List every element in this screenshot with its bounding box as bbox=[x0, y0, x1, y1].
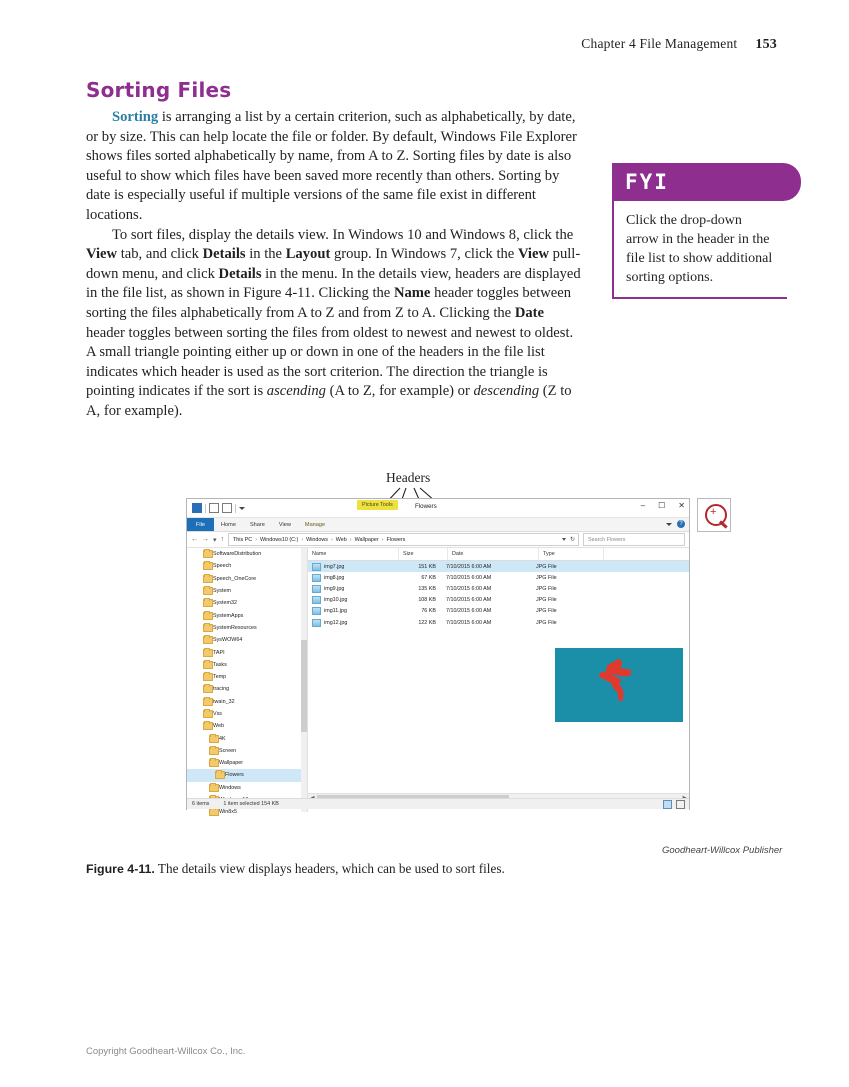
tab-share[interactable]: Share bbox=[249, 521, 265, 528]
tree-item-label: Win8x5 bbox=[219, 809, 237, 816]
table-row[interactable] bbox=[308, 583, 689, 594]
breadcrumb-item-windows[interactable]: Windows bbox=[306, 536, 328, 543]
tree-item-label: Speech bbox=[213, 563, 232, 570]
p2-f: pull-down menu, and click bbox=[86, 246, 581, 282]
preview-pane bbox=[555, 648, 683, 722]
paragraph-1-text: is arranging a list by a certain criterion, such as alphabetically, by date, or by size. This can help locate the file or folder. By default, Windows File Explorer shows files sorted alphabetically by name, from A to Z. Sorting files by date is also useful to show which files have been saved more recently than others. Sorting by date is especially useful if multiple versions of the same file exist in different locations. bbox=[86, 109, 577, 223]
key-term-sorting: Sorting bbox=[112, 109, 159, 125]
tree-item[interactable] bbox=[187, 708, 307, 720]
column-header-type[interactable]: Type bbox=[539, 548, 604, 560]
figure-credit: Goodheart-Willcox Publisher bbox=[662, 845, 783, 856]
tree-item-label: Flowers bbox=[225, 772, 244, 779]
file-name-label: img12.jpg bbox=[324, 619, 348, 626]
tree-item-label: SysWOW64 bbox=[213, 637, 243, 644]
file-date-cell: 7/10/2015 6:00 AM bbox=[446, 619, 492, 626]
paragraph-1 bbox=[86, 108, 585, 226]
refresh-icon[interactable]: ↻ bbox=[569, 537, 575, 543]
file-name-cell[interactable] bbox=[308, 596, 398, 604]
figure-caption-text: The details view displays headers, which can be used to sort files. bbox=[154, 861, 505, 876]
quick-access-toolbar[interactable] bbox=[187, 503, 245, 513]
breadcrumb-separator: › bbox=[301, 536, 304, 543]
tree-item-label: Speech_OneCore bbox=[213, 575, 257, 582]
tree-item-label: Wallpaper bbox=[219, 760, 244, 767]
folder-icon bbox=[209, 759, 219, 767]
folder-icon bbox=[203, 673, 213, 681]
magnifier-badge bbox=[697, 498, 731, 532]
file-type-cell: JPG File bbox=[536, 574, 557, 581]
image-file-icon bbox=[312, 607, 321, 615]
p2-d: in the bbox=[245, 246, 286, 263]
p2-a: To sort files, display the details view. In Windows 10 and Windows 8, click the bbox=[112, 226, 574, 243]
column-header-size[interactable]: Size bbox=[399, 548, 448, 560]
tree-item[interactable] bbox=[187, 560, 307, 572]
magnifier-handle bbox=[719, 520, 728, 528]
figure-caption bbox=[86, 861, 686, 877]
file-size-cell: 135 KB bbox=[418, 585, 436, 592]
view-buttons[interactable] bbox=[663, 800, 685, 809]
file-size-cell: 76 KB bbox=[421, 608, 436, 615]
file-explorer-window bbox=[186, 498, 690, 816]
file-name-cell[interactable] bbox=[308, 619, 398, 627]
tree-item[interactable] bbox=[187, 659, 307, 671]
folder-icon bbox=[215, 771, 225, 779]
nav-scrollbar[interactable] bbox=[301, 548, 307, 812]
file-name-label: img9.jpg bbox=[324, 585, 345, 592]
p2-details-2: Details bbox=[218, 265, 262, 282]
breadcrumb-item-wallpaper[interactable]: Wallpaper bbox=[354, 536, 379, 543]
tree-item-label: TAPI bbox=[213, 649, 225, 656]
p2-k: (Z to A, for example). bbox=[86, 383, 572, 419]
file-type-cell: JPG File bbox=[536, 619, 557, 626]
folder-icon bbox=[203, 562, 213, 570]
chevron-up-icon[interactable] bbox=[666, 523, 672, 526]
table-row[interactable] bbox=[308, 595, 689, 606]
tree-item[interactable] bbox=[187, 696, 307, 708]
file-name-label: img11.jpg bbox=[324, 608, 347, 615]
breadcrumb-separator: › bbox=[349, 536, 352, 543]
p2-h: header toggles between sorting the files alphabetically from A to Z and from Z to A. Clicking the bbox=[86, 285, 572, 321]
ribbon-tab-bar[interactable] bbox=[187, 518, 689, 532]
tree-item[interactable] bbox=[187, 597, 307, 609]
tree-item-label: Vss bbox=[213, 711, 222, 717]
image-file-icon bbox=[312, 574, 321, 582]
folder-icon bbox=[203, 612, 213, 620]
address-bar[interactable] bbox=[187, 532, 689, 548]
folder-icon bbox=[209, 784, 219, 792]
plus-icon: + bbox=[710, 506, 717, 518]
page-title: Sorting Files bbox=[86, 78, 232, 102]
file-size-cell: 122 KB bbox=[418, 619, 436, 626]
tree-item-label: tracing bbox=[213, 686, 230, 693]
column-headers[interactable] bbox=[308, 548, 689, 561]
tab-manage[interactable]: Manage bbox=[304, 521, 326, 528]
figure-caption-label: Figure 4-11. bbox=[86, 862, 155, 876]
p2-i: header toggles between sorting the files from oldest to newest and newest to oldest. A small triangle pointing either up or down in one of the headers in the file list indicates which header is used as the sort criterion. The direction the triangle is pointing indicates if the sort is bbox=[86, 324, 574, 400]
tab-home[interactable]: Home bbox=[221, 521, 236, 528]
status-selection: 1 item selected 154 KB bbox=[223, 801, 279, 807]
breadcrumb-separator: › bbox=[331, 536, 333, 543]
tree-item[interactable] bbox=[187, 671, 307, 683]
file-name-label: img10.jpg bbox=[324, 597, 348, 604]
file-date-cell: 7/10/2015 6:00 AM bbox=[446, 608, 492, 615]
file-type-cell: JPG File bbox=[536, 585, 557, 592]
folder-icon bbox=[203, 587, 213, 595]
p2-g: in the menu. In the details view, headers are displayed in the file list, as shown in Figure 4-11. Clicking the bbox=[86, 265, 581, 302]
folder-icon bbox=[209, 808, 219, 816]
p2-name-header: Name bbox=[393, 285, 431, 302]
tree-item-label: Windows bbox=[219, 784, 241, 791]
tree-item-flowers-selected[interactable] bbox=[187, 769, 307, 781]
recent-locations-icon[interactable]: ▾ bbox=[213, 536, 217, 544]
figure-4-11 bbox=[186, 470, 796, 860]
flower-preview-image bbox=[595, 662, 641, 706]
image-file-icon bbox=[312, 619, 321, 627]
ribbon-right-controls[interactable] bbox=[666, 520, 685, 528]
tree-item[interactable] bbox=[187, 646, 307, 658]
p2-e: group. In Windows 7, click the bbox=[330, 246, 518, 263]
file-list-pane[interactable] bbox=[308, 548, 689, 812]
tree-item-label: SoftwareDistribution bbox=[213, 551, 262, 558]
maximize-button[interactable]: ☐ bbox=[658, 501, 666, 510]
copyright-notice: Copyright Goodheart-Willcox Co., Inc. bbox=[86, 1046, 246, 1057]
file-type-cell: JPG File bbox=[536, 608, 557, 615]
back-icon[interactable]: ← bbox=[191, 536, 198, 543]
fyi-title: FYI bbox=[612, 163, 801, 201]
breadcrumb-separator: › bbox=[255, 536, 257, 543]
p2-view-tab: View bbox=[86, 246, 118, 263]
file-date-cell: 7/10/2015 6:00 AM bbox=[446, 585, 492, 592]
file-date-cell: 7/10/2015 6:00 AM bbox=[446, 597, 492, 604]
p2-ascending: ascending bbox=[266, 383, 326, 400]
folder-icon bbox=[209, 747, 219, 755]
tree-item-label: twain_32 bbox=[213, 698, 235, 705]
file-size-cell: 108 KB bbox=[418, 597, 436, 604]
folder-icon bbox=[203, 649, 213, 657]
image-file-icon bbox=[312, 596, 321, 604]
table-row[interactable] bbox=[308, 617, 689, 628]
navigation-pane[interactable] bbox=[187, 548, 308, 816]
chevron-down-icon[interactable] bbox=[239, 507, 245, 510]
chevron-down-icon[interactable] bbox=[562, 538, 566, 541]
tree-item-label: System bbox=[213, 588, 231, 595]
window-title: Flowers bbox=[415, 503, 437, 510]
file-name-cell[interactable] bbox=[308, 585, 398, 593]
tree-item[interactable] bbox=[187, 732, 307, 744]
large-icons-view-icon[interactable] bbox=[676, 800, 685, 809]
breadcrumb-separator: › bbox=[381, 536, 384, 543]
column-header-date[interactable]: Date bbox=[448, 548, 539, 560]
file-type-cell: JPG File bbox=[536, 597, 557, 604]
breadcrumb[interactable] bbox=[228, 533, 579, 546]
status-bar bbox=[187, 798, 689, 809]
file-name-cell[interactable] bbox=[308, 607, 398, 615]
tree-item[interactable] bbox=[187, 622, 307, 634]
folder-icon bbox=[203, 599, 213, 607]
explorer-main-area bbox=[187, 548, 689, 816]
running-head-chapter: Chapter 4 File Management bbox=[581, 36, 738, 51]
divider bbox=[235, 504, 236, 513]
p2-details-1: Details bbox=[202, 246, 246, 263]
p2-j: (A to Z, for example) or bbox=[325, 383, 474, 400]
p2-layout: Layout bbox=[285, 246, 331, 263]
tree-item[interactable] bbox=[187, 585, 307, 597]
fyi-box bbox=[612, 163, 801, 299]
tree-item[interactable] bbox=[187, 548, 307, 560]
file-name-label: img8.jpg bbox=[324, 574, 345, 581]
search-input[interactable]: Search Flowers bbox=[583, 533, 685, 546]
table-row[interactable] bbox=[308, 606, 689, 617]
window-controls[interactable] bbox=[641, 502, 685, 510]
details-view-icon[interactable] bbox=[663, 800, 672, 809]
picture-tools-tab[interactable]: Picture Tools bbox=[357, 500, 398, 510]
close-button[interactable]: ✕ bbox=[678, 501, 685, 510]
breadcrumb-item-drive[interactable]: Windows10 (C:) bbox=[259, 536, 299, 543]
tree-item-label: Web bbox=[213, 723, 224, 730]
body-text bbox=[86, 108, 585, 422]
explorer-icon bbox=[192, 503, 202, 513]
file-name-cell[interactable] bbox=[308, 574, 398, 582]
title-bar bbox=[187, 499, 689, 518]
forward-icon[interactable]: → bbox=[202, 536, 209, 543]
paragraph-2 bbox=[86, 226, 585, 422]
tab-view[interactable]: View bbox=[278, 521, 291, 528]
up-icon[interactable]: ↑ bbox=[220, 536, 225, 543]
folder-icon bbox=[203, 550, 213, 558]
file-type-cell: JPG File bbox=[536, 563, 557, 570]
table-row[interactable] bbox=[308, 561, 689, 572]
tree-item[interactable] bbox=[187, 609, 307, 621]
help-icon[interactable]: ? bbox=[677, 520, 685, 528]
headers-callout-label: Headers bbox=[386, 470, 431, 485]
folder-icon bbox=[203, 710, 213, 718]
tree-item-label: Screen bbox=[219, 747, 237, 754]
folder-icon bbox=[209, 735, 219, 743]
image-file-icon bbox=[312, 563, 321, 571]
nav-scrollbar-thumb[interactable] bbox=[301, 640, 307, 732]
tree-item-label: 4K bbox=[219, 735, 226, 742]
file-name-label: img7.jpg bbox=[324, 563, 345, 570]
tree-item-label: SystemApps bbox=[213, 612, 244, 619]
breadcrumb-item-this-pc[interactable]: This PC bbox=[233, 536, 253, 543]
breadcrumb-item-flowers[interactable]: Flowers bbox=[386, 536, 406, 543]
minimize-button[interactable]: – bbox=[640, 501, 646, 510]
folder-icon bbox=[203, 661, 213, 669]
folder-icon bbox=[203, 636, 213, 644]
page-number: 153 bbox=[755, 37, 777, 52]
tree-item-label: Tasks bbox=[213, 661, 227, 668]
status-item-count: 6 items bbox=[192, 801, 210, 807]
running-head bbox=[581, 36, 777, 53]
tree-item-label: SystemResources bbox=[213, 624, 257, 631]
tree-item[interactable] bbox=[187, 573, 307, 585]
tree-item-label: Temp bbox=[213, 674, 227, 681]
file-size-cell: 67 KB bbox=[421, 574, 436, 581]
file-size-cell: 151 KB bbox=[418, 563, 436, 570]
new-folder-icon[interactable] bbox=[222, 503, 232, 513]
tree-item-label: System32 bbox=[213, 600, 237, 607]
folder-icon bbox=[203, 685, 213, 693]
folder-icon bbox=[203, 698, 213, 706]
tab-file[interactable]: File bbox=[187, 518, 214, 531]
folder-icon bbox=[203, 722, 213, 730]
column-header-name[interactable]: Name bbox=[308, 548, 399, 560]
folder-icon bbox=[203, 575, 213, 583]
file-date-cell: 7/10/2015 6:00 AM bbox=[446, 574, 492, 581]
folder-icon bbox=[203, 624, 213, 632]
tree-item[interactable] bbox=[187, 634, 307, 646]
file-name-cell[interactable] bbox=[308, 563, 398, 571]
tree-item[interactable] bbox=[187, 757, 307, 769]
tree-item[interactable] bbox=[187, 683, 307, 695]
tree-item[interactable] bbox=[187, 782, 307, 794]
p2-view-menu: View bbox=[517, 246, 550, 263]
divider bbox=[205, 504, 206, 513]
p2-date-header: Date bbox=[514, 304, 544, 321]
table-row[interactable] bbox=[308, 572, 689, 583]
fyi-text: Click the drop-down arrow in the header in the file list to show additional sorting options. bbox=[612, 201, 787, 299]
breadcrumb-item-web[interactable]: Web bbox=[335, 536, 347, 543]
p2-c: tab, and click bbox=[117, 246, 203, 263]
image-file-icon bbox=[312, 585, 321, 593]
properties-icon[interactable] bbox=[209, 503, 219, 513]
tree-item[interactable] bbox=[187, 745, 307, 757]
file-date-cell: 7/10/2015 6:00 AM bbox=[446, 563, 492, 570]
tree-item[interactable] bbox=[187, 720, 307, 732]
p2-descending: descending bbox=[473, 383, 540, 400]
